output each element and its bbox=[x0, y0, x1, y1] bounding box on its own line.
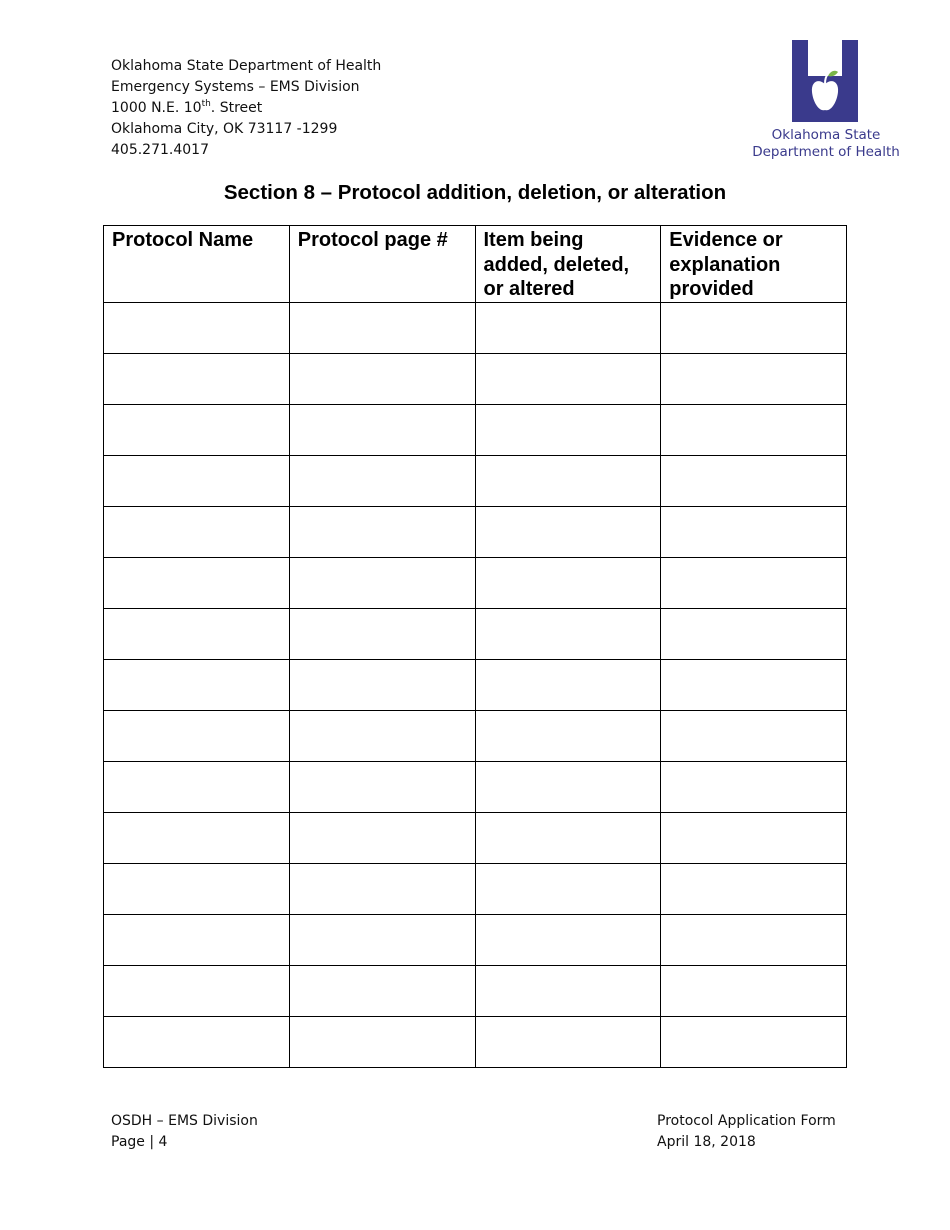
protocol-page-cell[interactable] bbox=[289, 1016, 475, 1067]
protocol-name-cell[interactable] bbox=[104, 404, 290, 455]
table-row bbox=[104, 608, 847, 659]
agency-name: Oklahoma State Department of Health bbox=[111, 58, 382, 74]
item-changed-cell[interactable] bbox=[475, 506, 661, 557]
column-header-evidence: Evidence or explanation provided bbox=[661, 226, 847, 303]
city-state-zip: Oklahoma City, OK 73117 -1299 bbox=[111, 121, 338, 137]
protocol-name-cell[interactable] bbox=[104, 1016, 290, 1067]
table-row bbox=[104, 404, 847, 455]
table-row bbox=[104, 710, 847, 761]
table-row bbox=[104, 863, 847, 914]
column-header-item-changed: Item being added, deleted, or altered bbox=[475, 226, 661, 303]
table-row bbox=[104, 302, 847, 353]
protocol-page-cell[interactable] bbox=[289, 914, 475, 965]
table-row bbox=[104, 812, 847, 863]
evidence-cell[interactable] bbox=[661, 812, 847, 863]
column-header-protocol-name: Protocol Name bbox=[104, 226, 290, 303]
protocol-page-cell[interactable] bbox=[289, 404, 475, 455]
evidence-cell[interactable] bbox=[661, 965, 847, 1016]
item-changed-cell[interactable] bbox=[475, 863, 661, 914]
street-number: 1000 N.E. 10 bbox=[111, 100, 202, 116]
footer-right bbox=[657, 1111, 836, 1153]
division-name: Emergency Systems – EMS Division bbox=[111, 79, 360, 95]
table-row bbox=[104, 914, 847, 965]
protocol-name-cell[interactable] bbox=[104, 353, 290, 404]
phone-number: 405.271.4017 bbox=[111, 142, 209, 158]
protocol-name-cell[interactable] bbox=[104, 557, 290, 608]
protocol-page-cell[interactable] bbox=[289, 608, 475, 659]
protocol-name-cell[interactable] bbox=[104, 965, 290, 1016]
protocol-name-cell[interactable] bbox=[104, 608, 290, 659]
protocol-change-table bbox=[103, 225, 847, 1068]
form-date: April 18, 2018 bbox=[657, 1134, 756, 1150]
agency-address-block bbox=[111, 56, 381, 161]
table-row bbox=[104, 965, 847, 1016]
osdh-logo bbox=[750, 40, 902, 164]
item-changed-cell[interactable] bbox=[475, 353, 661, 404]
evidence-cell[interactable] bbox=[661, 557, 847, 608]
protocol-page-cell[interactable] bbox=[289, 302, 475, 353]
evidence-cell[interactable] bbox=[661, 761, 847, 812]
page-number: Page | 4 bbox=[111, 1134, 168, 1150]
protocol-page-cell[interactable] bbox=[289, 965, 475, 1016]
protocol-name-cell[interactable] bbox=[104, 863, 290, 914]
protocol-page-cell[interactable] bbox=[289, 455, 475, 506]
evidence-cell[interactable] bbox=[661, 302, 847, 353]
evidence-cell[interactable] bbox=[661, 404, 847, 455]
item-changed-cell[interactable] bbox=[475, 965, 661, 1016]
protocol-name-cell[interactable] bbox=[104, 710, 290, 761]
protocol-page-cell[interactable] bbox=[289, 812, 475, 863]
protocol-page-cell[interactable] bbox=[289, 761, 475, 812]
evidence-cell[interactable] bbox=[661, 710, 847, 761]
item-changed-cell[interactable] bbox=[475, 455, 661, 506]
item-changed-cell[interactable] bbox=[475, 659, 661, 710]
item-changed-cell[interactable] bbox=[475, 812, 661, 863]
street-ordinal: th bbox=[201, 99, 211, 109]
evidence-cell[interactable] bbox=[661, 659, 847, 710]
item-changed-cell[interactable] bbox=[475, 302, 661, 353]
item-changed-cell[interactable] bbox=[475, 404, 661, 455]
table-row bbox=[104, 761, 847, 812]
protocol-page-cell[interactable] bbox=[289, 863, 475, 914]
protocol-page-cell[interactable] bbox=[289, 506, 475, 557]
logo-wordmark bbox=[750, 127, 902, 161]
evidence-cell[interactable] bbox=[661, 1016, 847, 1067]
item-changed-cell[interactable] bbox=[475, 608, 661, 659]
evidence-cell[interactable] bbox=[661, 353, 847, 404]
protocol-page-cell[interactable] bbox=[289, 557, 475, 608]
protocol-page-cell[interactable] bbox=[289, 353, 475, 404]
health-h-apple-icon bbox=[790, 40, 862, 124]
protocol-name-cell[interactable] bbox=[104, 455, 290, 506]
protocol-name-cell[interactable] bbox=[104, 761, 290, 812]
street-suffix: . Street bbox=[210, 100, 263, 116]
protocol-page-cell[interactable] bbox=[289, 659, 475, 710]
evidence-cell[interactable] bbox=[661, 608, 847, 659]
item-changed-cell[interactable] bbox=[475, 710, 661, 761]
item-changed-cell[interactable] bbox=[475, 914, 661, 965]
table-header-row bbox=[104, 226, 847, 303]
evidence-cell[interactable] bbox=[661, 455, 847, 506]
protocol-page-cell[interactable] bbox=[289, 710, 475, 761]
footer-division: OSDH – EMS Division bbox=[111, 1113, 258, 1129]
logo-line-1: Oklahoma State bbox=[771, 127, 881, 143]
table-row bbox=[104, 353, 847, 404]
table-body bbox=[104, 302, 847, 1067]
protocol-name-cell[interactable] bbox=[104, 914, 290, 965]
table-row bbox=[104, 1016, 847, 1067]
table-row bbox=[104, 455, 847, 506]
protocol-name-cell[interactable] bbox=[104, 506, 290, 557]
protocol-name-cell[interactable] bbox=[104, 659, 290, 710]
column-header-protocol-page: Protocol page # bbox=[289, 226, 475, 303]
item-changed-cell[interactable] bbox=[475, 761, 661, 812]
footer-left bbox=[111, 1111, 258, 1153]
evidence-cell[interactable] bbox=[661, 914, 847, 965]
table-row bbox=[104, 557, 847, 608]
table-row bbox=[104, 506, 847, 557]
evidence-cell[interactable] bbox=[661, 863, 847, 914]
section-title: Section 8 – Protocol addition, deletion, or alteration bbox=[223, 181, 727, 204]
form-name: Protocol Application Form bbox=[657, 1113, 836, 1129]
item-changed-cell[interactable] bbox=[475, 1016, 661, 1067]
street-address bbox=[111, 98, 381, 119]
evidence-cell[interactable] bbox=[661, 506, 847, 557]
protocol-name-cell[interactable] bbox=[104, 302, 290, 353]
logo-line-2: Department of Health bbox=[752, 144, 900, 160]
protocol-name-cell[interactable] bbox=[104, 812, 290, 863]
item-changed-cell[interactable] bbox=[475, 557, 661, 608]
table-row bbox=[104, 659, 847, 710]
